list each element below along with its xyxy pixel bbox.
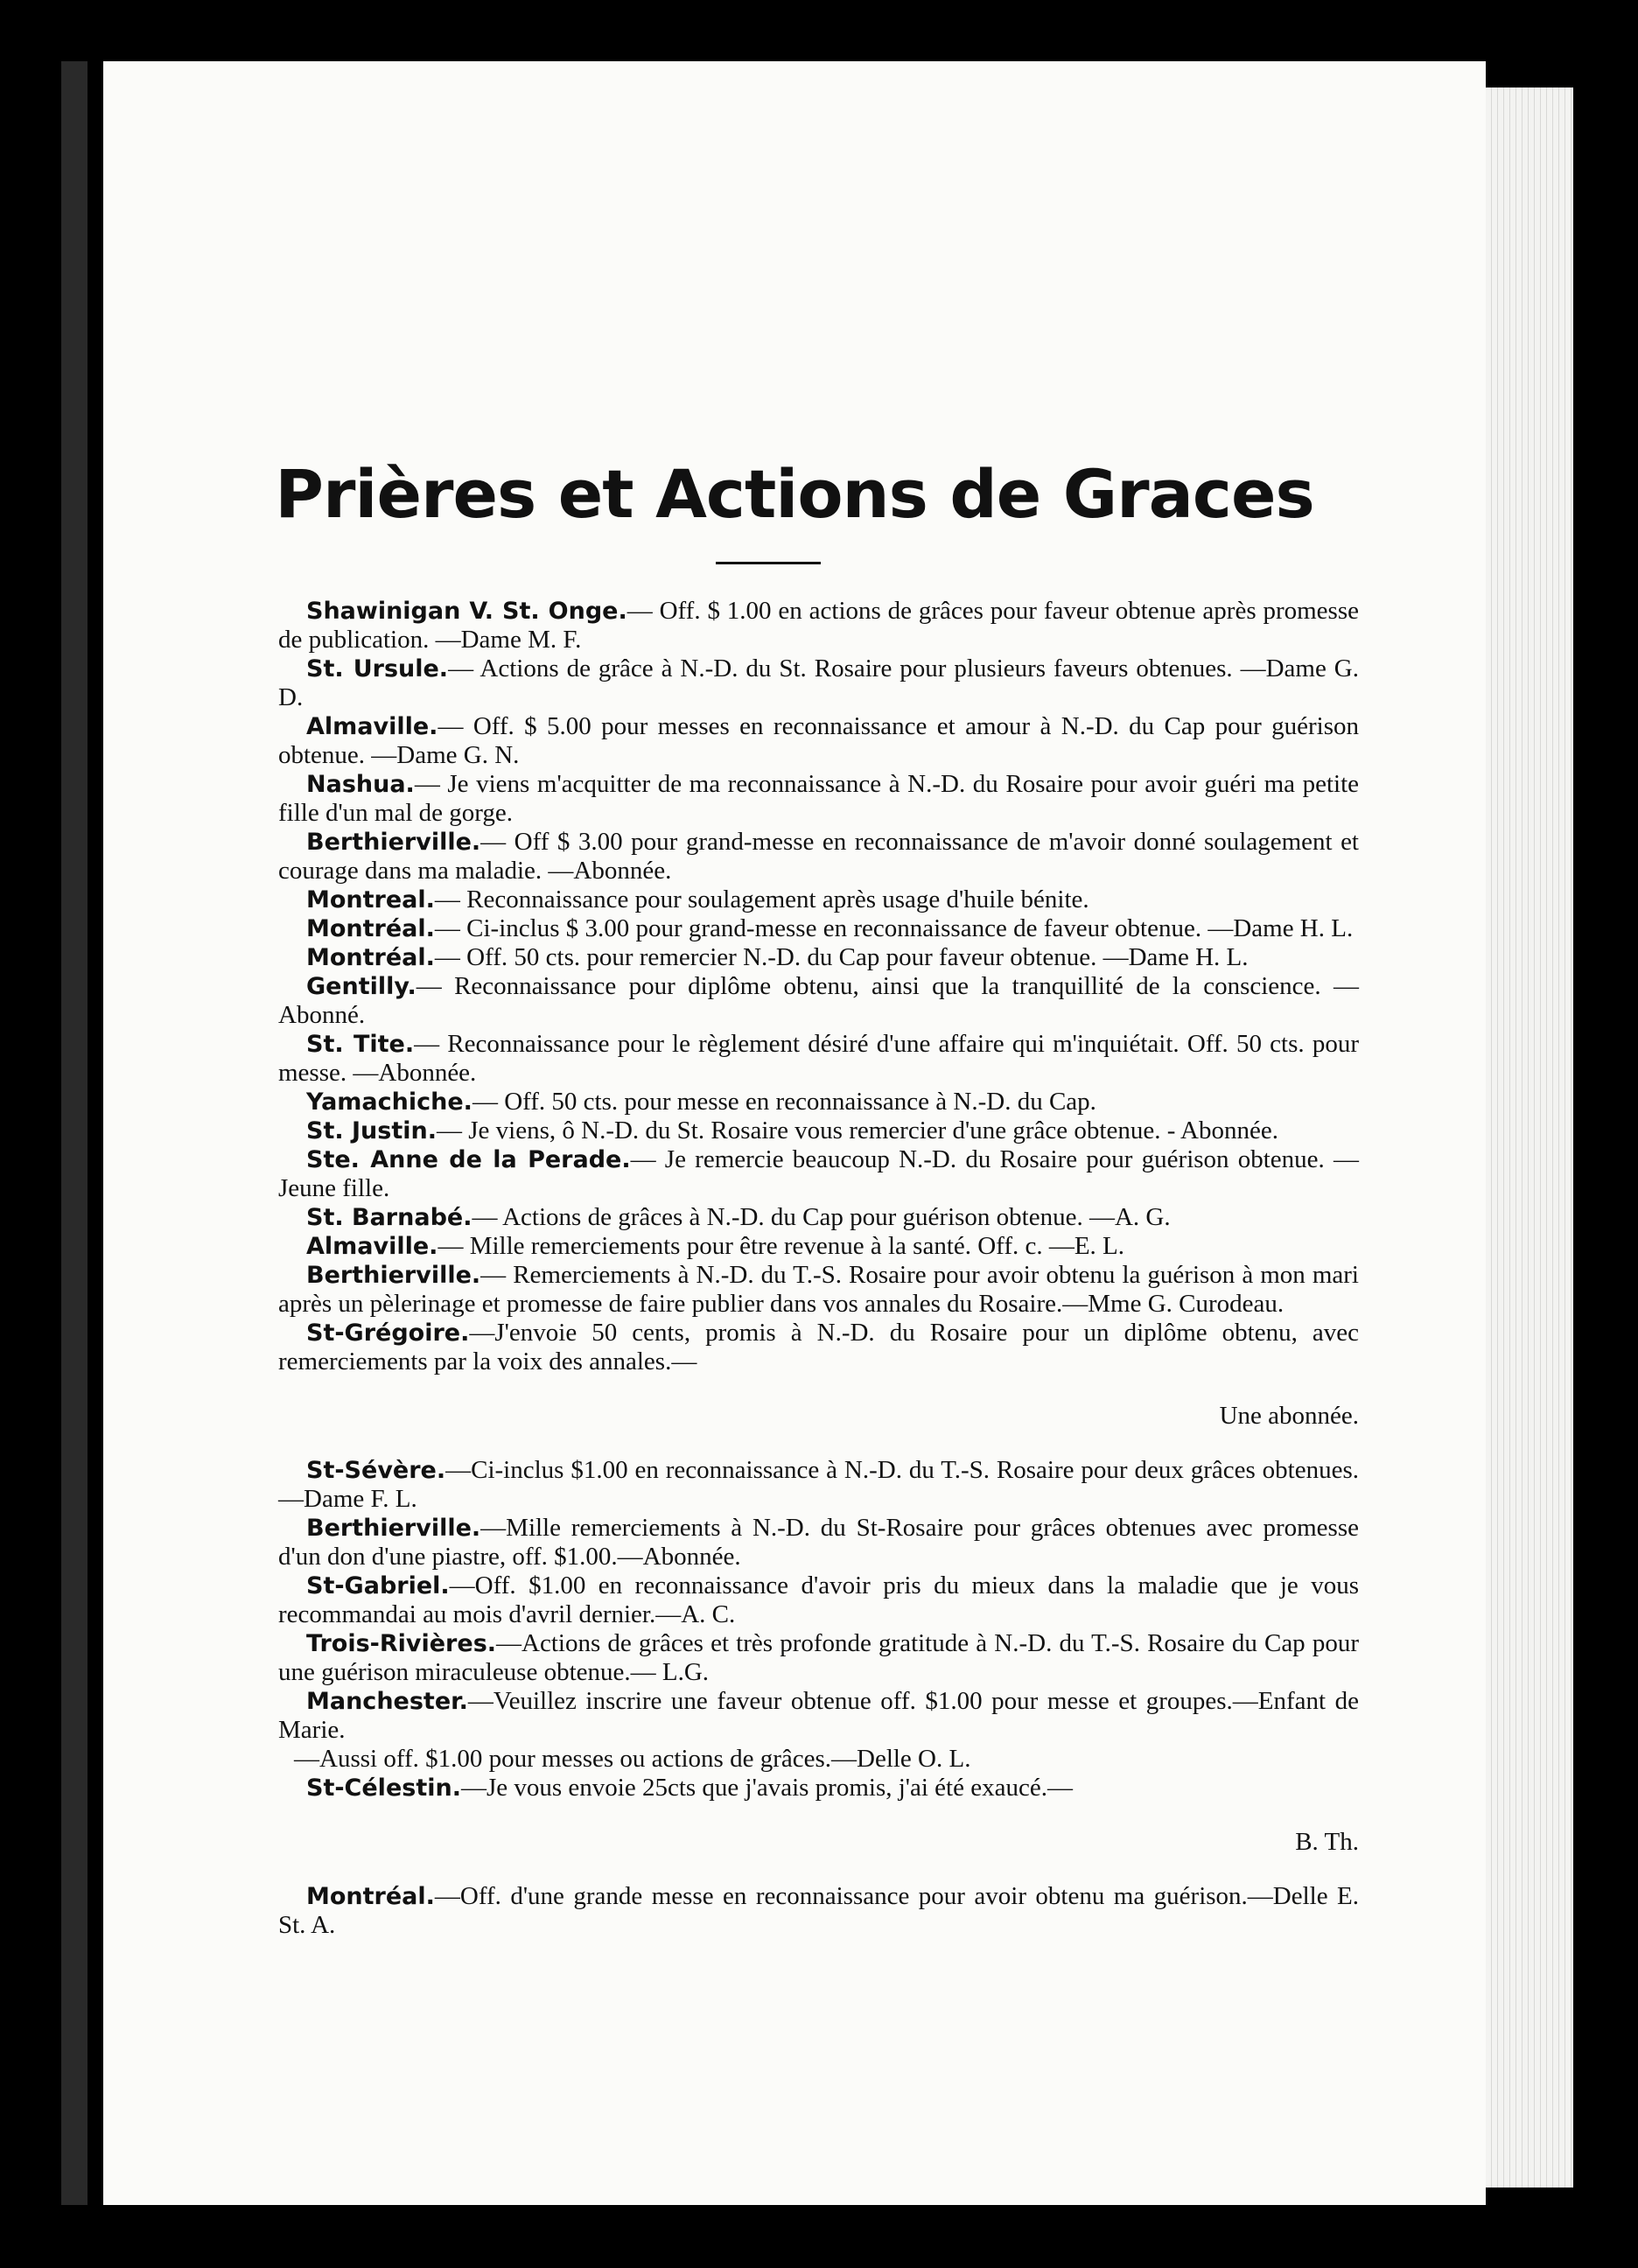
entry-text: — Je viens m'acquitter de ma reconnaissance à N.-D. du Rosaire pour avoir guéri ma petite fille d'un mal de gorge. <box>278 770 1359 827</box>
entry <box>278 943 1359 972</box>
entry-text: —Aussi off. $1.00 pour messes ou actions de grâces.—Delle O. L. <box>294 1745 971 1773</box>
entry-text: —Ci-inclus $1.00 en reconnaissance à N.-D. du T.-S. Rosaire pour deux grâces obtenues.—Dame F. L. <box>278 1456 1359 1513</box>
entry-place: St-Grégoire. <box>306 1320 470 1347</box>
entry <box>278 1882 1359 1940</box>
entry-text: — Reconnaissance pour diplôme obtenu, ainsi que la tranquillité de la conscience. —Abonné. <box>278 972 1359 1029</box>
entry-place: Almaville. <box>306 713 438 740</box>
title-rule <box>716 562 821 564</box>
entry-signature: B. Th. <box>1295 1828 1359 1856</box>
entry-text: — Off. 50 cts. pour messe en reconnaissance à N.-D. du Cap. <box>472 1088 1096 1116</box>
entry-text: — Actions de grâce à N.-D. du St. Rosaire pour plusieurs faveurs obtenues. —Dame G. D. <box>278 654 1359 711</box>
entry-place: St-Célestin. <box>306 1774 461 1802</box>
entry-place: Berthierville. <box>306 829 481 856</box>
entry-text: —Off. d'une grande messe en reconnaissance pour avoir obtenu ma guérison.—Delle E. St. A. <box>278 1882 1359 1939</box>
entry <box>278 654 1359 712</box>
entry <box>278 712 1359 770</box>
page-title: Prières et Actions de Graces <box>275 455 1314 533</box>
entry-place: Montréal. <box>306 944 435 971</box>
entry <box>278 1088 1359 1116</box>
entry-text: — Reconnaissance pour le règlement désiré d'une affaire qui m'inquiétait. Off. 50 cts. pour messe. —Abonnée. <box>278 1030 1359 1087</box>
entry-text: — Off $ 3.00 pour grand-messe en reconnaissance de m'avoir donné soulagement et courage dans ma maladie. —Abonnée. <box>278 828 1359 885</box>
entry <box>278 972 1359 1030</box>
entry-text: — Mille remerciements pour être revenue à la santé. Off. c. —E. L. <box>438 1232 1125 1260</box>
entries-list <box>278 597 1359 1940</box>
entry-place: Manchester. <box>306 1688 468 1715</box>
entry-place: Almaville. <box>306 1233 438 1260</box>
page-stack-edge <box>1486 88 1573 2188</box>
entry-place: St. Ursule. <box>306 655 449 682</box>
entry <box>278 1030 1359 1088</box>
entry <box>278 1687 1359 1745</box>
entry-place: St-Gabriel. <box>306 1572 450 1600</box>
entry <box>278 1232 1359 1261</box>
entry-text: — Reconnaissance pour soulagement après usage d'huile bénite. <box>434 886 1089 914</box>
entry <box>278 1456 1359 1514</box>
entry-place: Shawinigan V. St. Onge. <box>306 598 627 625</box>
entry-place: Berthierville. <box>306 1515 481 1542</box>
entry-place: Yamachiche. <box>306 1088 472 1116</box>
entry-text: — Je remercie beaucoup N.-D. du Rosaire pour guérison obtenue. —Jeune fille. <box>278 1145 1359 1202</box>
entry-place: Trois-Rivières. <box>306 1630 497 1657</box>
entry-place: Ste. Anne de la Perade. <box>306 1146 631 1173</box>
entry <box>278 1514 1359 1572</box>
entry <box>278 1203 1359 1232</box>
entry-text: — Off. $ 1.00 en actions de grâces pour faveur obtenue après promesse de publication. —Dame M. F. <box>278 597 1359 654</box>
entry <box>278 770 1359 828</box>
entry-signature: Une abonnée. <box>1219 1402 1359 1430</box>
entry <box>278 1145 1359 1203</box>
entry-text: — Je viens, ô N.-D. du St. Rosaire vous remercier d'une grâce obtenue. - Abonnée. <box>437 1116 1278 1144</box>
entry <box>278 1116 1359 1145</box>
entry-text: — Ci-inclus $ 3.00 pour grand-messe en reconnaissance de faveur obtenue. —Dame H. L. <box>434 914 1354 942</box>
entry-place: Montréal. <box>306 1883 435 1910</box>
entry-place: St. Barnabé. <box>306 1204 472 1231</box>
entry-text: — Off. $ 5.00 pour messes en reconnaissance et amour à N.-D. du Cap pour guérison obtenue. —Dame G. N. <box>278 712 1359 769</box>
entry-text: —Actions de grâces et très profonde gratitude à N.-D. du T.-S. Rosaire du Cap pour une guérison miraculeuse obtenue.— L.G. <box>278 1629 1359 1686</box>
entry-place: Nashua. <box>306 771 415 798</box>
entry-text: — Remerciements à N.-D. du T.-S. Rosaire pour avoir obtenu la guérison à mon mari après un pèlerinage et promesse de faire publier dans vos annales du Rosaire.—Mme G. Curodeau. <box>278 1261 1359 1318</box>
entry-place: Montreal. <box>306 886 435 914</box>
entry-text: —Je vous envoie 25cts que j'avais promis, j'ai été exaucé.— <box>460 1774 1073 1802</box>
entry <box>278 914 1359 943</box>
entry <box>278 1572 1359 1629</box>
entry-place: St. Justin. <box>306 1117 437 1144</box>
entry <box>278 597 1359 654</box>
entry-text: —Veuillez inscrire une faveur obtenue off. $1.00 pour messe et groupes.—Enfant de Marie. <box>278 1687 1359 1744</box>
entry <box>278 1745 1359 1774</box>
entry <box>278 828 1359 886</box>
entry-text: —J'envoie 50 cents, promis à N.-D. du Rosaire pour un diplôme obtenu, avec remerciements par la voix des annales.— <box>278 1319 1359 1376</box>
page <box>103 61 1486 2205</box>
entry-place: Montréal. <box>306 915 435 942</box>
entry <box>278 1629 1359 1687</box>
entry-place: Gentilly. <box>306 973 416 1000</box>
entry-text: — Actions de grâces à N.-D. du Cap pour guérison obtenue. —A. G. <box>472 1203 1171 1231</box>
entry <box>278 886 1359 914</box>
entry <box>278 1319 1359 1376</box>
entry <box>278 1774 1359 1802</box>
entry <box>278 1261 1359 1319</box>
entry-place: St-Sévère. <box>306 1457 446 1484</box>
entry-text: —Off. $1.00 en reconnaissance d'avoir pris du mieux dans la maladie que je vous recommandai au mois d'avril dernier.—A. C. <box>278 1572 1359 1628</box>
entry-place: Berthierville. <box>306 1262 481 1289</box>
entry-place: St. Tite. <box>306 1031 415 1058</box>
entry-text: —Mille remerciements à N.-D. du St-Rosaire pour grâces obtenues avec promesse d'un don d'une piastre, off. $1.00.—Abonnée. <box>278 1514 1359 1571</box>
entry-text: — Off. 50 cts. pour remercier N.-D. du Cap pour faveur obtenue. —Dame H. L. <box>434 943 1249 971</box>
book-left-edge <box>61 61 88 2205</box>
